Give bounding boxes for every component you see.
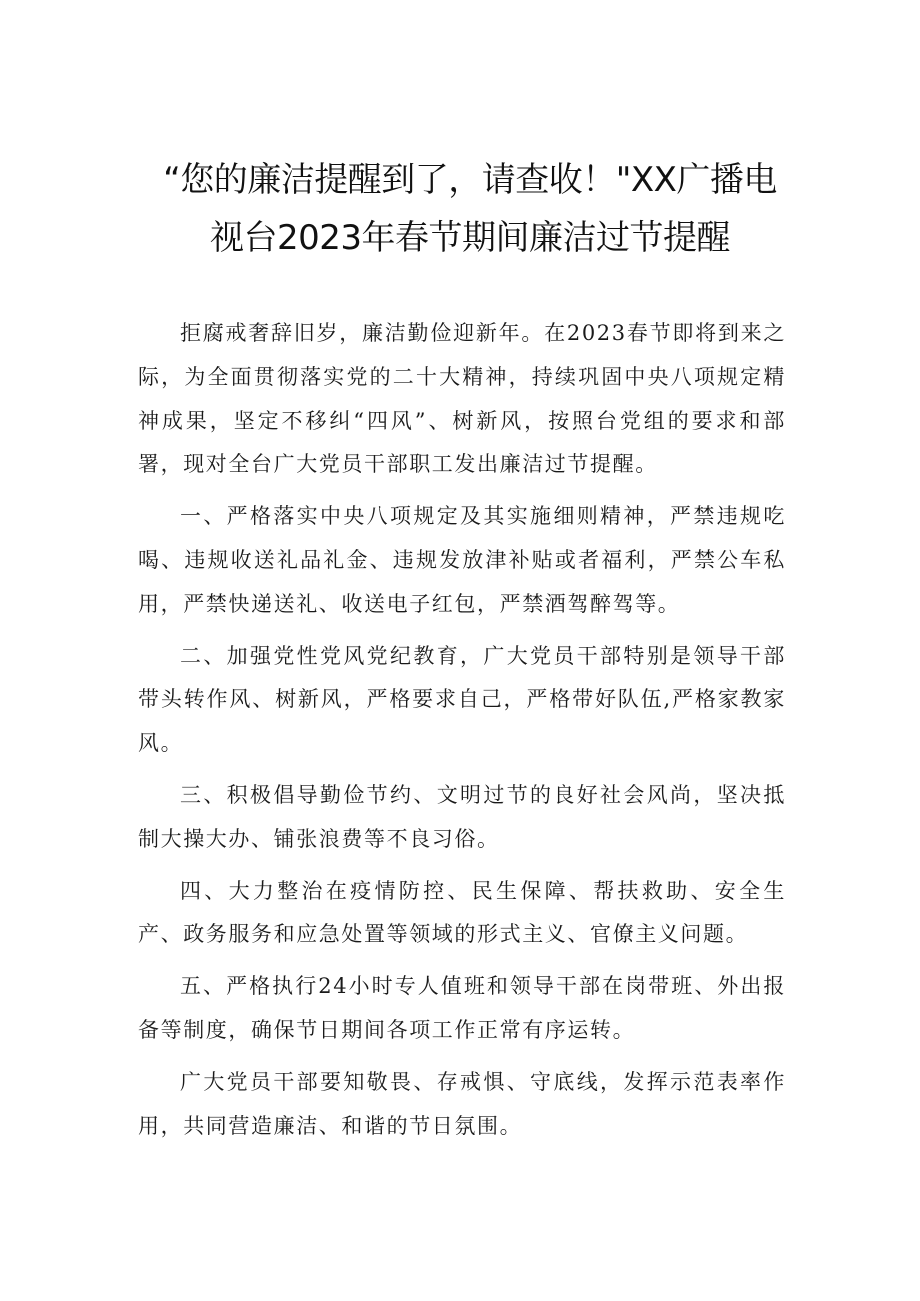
title-line-2: 视台2023年春节期间廉洁过节提醒 — [209, 218, 731, 258]
closing-paragraph: 广大党员干部要知敬畏、存戒惧、守底线，发挥示范表率作用，共同营造廉洁、和谐的节日氛围。 — [138, 1069, 786, 1138]
point-four-paragraph: 四、大力整治在疫情防控、民生保障、帮扶救助、安全生产、政务服务和应急处置等领域的形式主义、官僚主义问题。 — [138, 878, 786, 947]
point-two-paragraph: 二、加强党性党风党纪教育，广大党员干部特别是领导干部带头转作风、树新风，严格要求自己，严格带好队伍,严格家教家风。 — [138, 643, 786, 756]
intro-paragraph: 拒腐戒奢辞旧岁，廉洁勤俭迎新年。在2023春节即将到来之际，为全面贯彻落实党的二十大精神，持续巩固中央八项规定精神成果，坚定不移纠“四风”、树新风，按照台党组的要求和部署，现对全台广大党员干部职工发出廉洁过节提醒。 — [138, 321, 786, 477]
point-five-paragraph: 五、严格执行24小时专人值班和领导干部在岗带班、外出报备等制度，确保节日期间各项工作正常有序运转。 — [138, 974, 786, 1042]
document-body — [138, 312, 786, 1156]
point-three-paragraph: 三、积极倡导勤俭节约、文明过节的良好社会风尚，坚决抵制大操大办、铺张浪费等不良习俗。 — [138, 782, 786, 851]
document-title — [150, 154, 790, 264]
point-one-paragraph: 一、严格落实中央八项规定及其实施细则精神，严禁违规吃喝、违规收送礼品礼金、违规发放津补贴或者福利，严禁公车私用，严禁快递送礼、收送电子红包，严禁酒驾醉驾等。 — [138, 504, 786, 616]
title-line-1: “您的廉洁提醒到了，请查收！"XX广播电 — [163, 160, 777, 200]
